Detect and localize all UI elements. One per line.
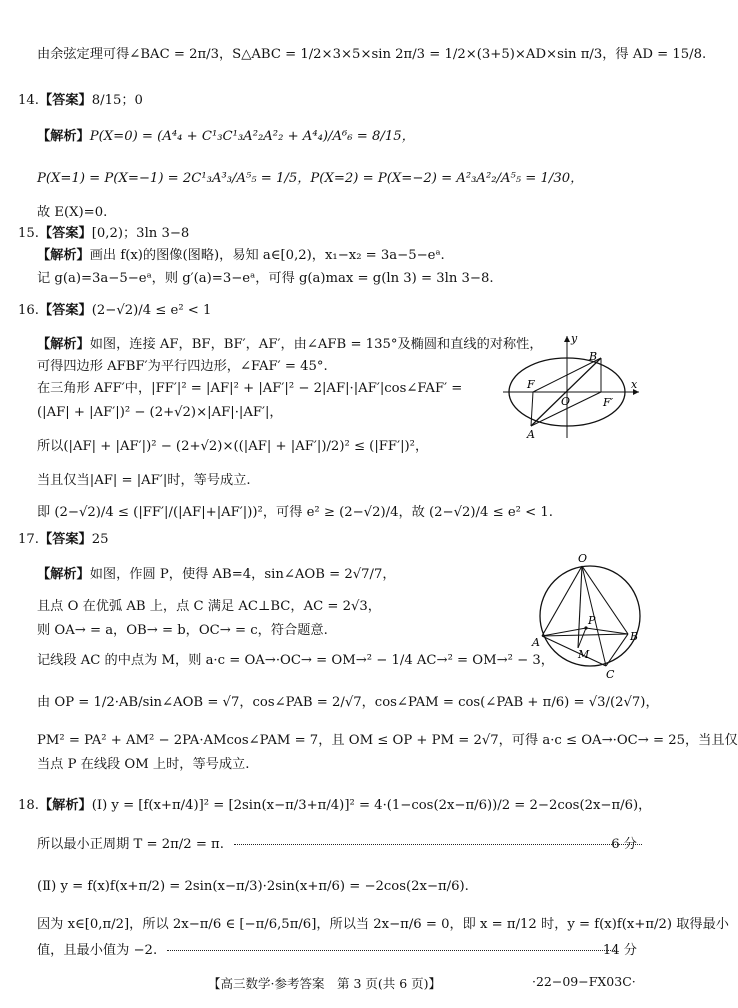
q18-line2-row (37, 836, 637, 854)
q18-number: 18. (18, 798, 39, 813)
q14-analysis-line1 (37, 128, 415, 146)
q17-answer-tag: 【答案】 (38, 532, 92, 547)
q14-line3: 故 E(X)=0. (37, 205, 108, 220)
q16-analysis-line1 (37, 336, 543, 354)
q16-answer-line (18, 302, 211, 320)
q18-line4: 因为 x∈[0,π/2]，所以 2x−π/6 ∈ [−π/6,5π/6]，所以当 2x−π/6 = 0，即 x = π/12 时，y = f(x)f(x+π/2) 取得最小 (37, 917, 729, 932)
q16-fig-f: F (527, 378, 535, 391)
footer-code: ·22−09−FX03C· (532, 974, 636, 989)
q18-line5: 值，且最小值为 −2. (37, 943, 158, 958)
q18-line2: 所以最小正周期 T = 2π/2 = π. (37, 837, 224, 852)
q16-fig-x: x (631, 378, 638, 391)
q16-line1: 如图，连接 AF，BF，BF′，AF′，由∠AFB = 135°及椭圆和直线的对称性， (89, 337, 543, 352)
q17-answer-line (18, 531, 109, 549)
q16-analysis-tag: 【解析】 (37, 337, 90, 352)
score-leader-dots (167, 950, 615, 951)
q17-fig-m: M (578, 648, 590, 661)
q14-line2: P(X=1) = P(X=−1) = 2C¹₃A³₃/A⁵₅ = 1/5，P(X=2) = P(X=−2) = A²₃A²₂/A⁵₅ = 1/30， (37, 171, 584, 186)
score-leader-dots (234, 844, 642, 845)
q15-line2: 记 g(a)=3a−5−eᵃ，则 g′(a)=3−eᵃ，可得 g(a)max = g(ln 3) = 3ln 3−8. (37, 271, 494, 286)
q17-line2: 且点 O 在优弧 AB 上，点 C 满足 AC⊥BC，AC = 2√3， (37, 599, 381, 614)
q17-number: 17. (18, 532, 39, 547)
q16-answer-tag: 【答案】 (38, 303, 92, 318)
q14-answer: 8/15；0 (91, 93, 143, 108)
q15-line1: 画出 f(x)的图像(图略)，易知 a∈[0,2)，x₁−x₂ = 3a−5−eᵃ. (89, 248, 445, 263)
q17-line3: 则 OA→ = a，OB→ = b，OC→ = c，符合题意. (37, 623, 328, 638)
q16-fig-y: y (571, 332, 578, 345)
q16-number: 16. (18, 303, 39, 318)
q15-answer-tag: 【答案】 (38, 226, 92, 241)
q14-analysis-tag: 【解析】 (37, 129, 90, 144)
q17-line6: PM² = PA² + AM² − 2PA·AMcos∠PAM = 7，且 OM ≤ OP + PM = 2√7，可得 a·c ≤ OA→·OC→ = 25，当且仅 (37, 733, 738, 748)
q17-answer: 25 (91, 532, 109, 547)
q14-answer-tag: 【答案】 (38, 93, 92, 108)
q15-analysis-line1 (37, 247, 445, 265)
q16-fig-f2: F′ (603, 396, 614, 409)
q16-line2: 可得四边形 AFBF′为平行四边形，∠FAF′ = 45°. (37, 359, 328, 374)
q18-score1: 6 分 (611, 837, 637, 852)
q17-fig-o: O (578, 552, 588, 565)
q17-line7: 当点 P 在线段 OM 上时，等号成立. (37, 757, 250, 772)
q16-line5: 所以(|AF| + |AF′|)² − (2+√2)×((|AF| + |AF′|)/2)² ≤ (|FF′|)²， (37, 439, 429, 454)
q17-line1: 如图，作圆 P，使得 AB=4，sin∠AOB = 2√7/7， (89, 567, 396, 582)
q17-fig-b: B (630, 630, 639, 643)
q18-line3: (Ⅱ) y = f(x)f(x+π/2) = 2sin(x−π/3)·2sin(x+π/6) = −2cos(2x−π/6). (37, 879, 469, 894)
q16-line6: 当且仅当|AF| = |AF′|时，等号成立. (37, 473, 251, 488)
q17-fig-c: C (606, 668, 615, 681)
q15-answer: [0,2)；3ln 3−8 (91, 226, 190, 241)
q16-fig-a: A (527, 428, 535, 441)
q17-fig-p: P (588, 614, 596, 627)
q18-line5-row (37, 942, 637, 960)
q17-circle-figure (532, 552, 650, 682)
q15-analysis-tag: 【解析】 (37, 248, 90, 263)
q14-number: 14. (18, 93, 39, 108)
q14-line1: P(X=0) = (A⁴₄ + C¹₃C¹₃A²₂A²₂ + A⁴₄)/A⁶₆ = 8/15， (89, 129, 415, 144)
q17-fig-a: A (532, 636, 540, 649)
q16-line3: 在三角形 AFF′中，|FF′|² = |AF|² + |AF′|² − 2|AF|·|AF′|cos∠FAF′ = (37, 381, 463, 396)
q16-line7: 即 (2−√2)/4 ≤ (|FF′|/(|AF|+|AF′|))²，可得 e² ≥ (2−√2)/4，故 (2−√2)/4 ≤ e² < 1. (37, 505, 553, 520)
q18-score2: 14 分 (602, 943, 637, 958)
q16-ellipse-figure (497, 330, 645, 442)
q14-answer-line (18, 92, 143, 110)
q17-line5: 由 OP = 1/2·AB/sin∠AOB = √7，cos∠PAB = 2/√7，cos∠PAM = cos(∠PAB + π/6) = √3/(2√7)， (37, 695, 659, 710)
q16-line4: (|AF| + |AF′|)² − (2+√2)×|AF|·|AF′|， (37, 405, 283, 420)
header-line: 由余弦定理可得∠BAC = 2π/3，S△ABC = 1/2×3×5×sin 2π/3 = 1/2×(3+5)×AD×sin π/3，得 AD = 15/8. (37, 47, 707, 62)
q17-analysis-line1 (37, 566, 396, 584)
q17-analysis-tag: 【解析】 (37, 567, 90, 582)
q17-line4: 记线段 AC 的中点为 M，则 a·c = OA→·OC→ = OM→² − 1/4 AC→² = OM→² − 3， (37, 653, 554, 668)
q18-analysis-tag: 【解析】 (38, 798, 92, 813)
footer-title: 【高三数学·参考答案 第 3 页(共 6 页)】 (208, 976, 442, 991)
q18-analysis-line1 (18, 797, 651, 815)
q16-answer: (2−√2)/4 ≤ e² < 1 (91, 303, 212, 318)
q18-line1: (Ⅰ) y = [f(x+π/4)]² = [2sin(x−π/3+π/4)]² = 4·(1−cos(2x−π/6))/2 = 2−2cos(2x−π/6)， (91, 798, 652, 813)
q15-answer-line (18, 225, 189, 243)
q16-fig-o: O (561, 395, 571, 408)
q16-fig-b: B (589, 350, 598, 363)
q15-number: 15. (18, 226, 39, 241)
